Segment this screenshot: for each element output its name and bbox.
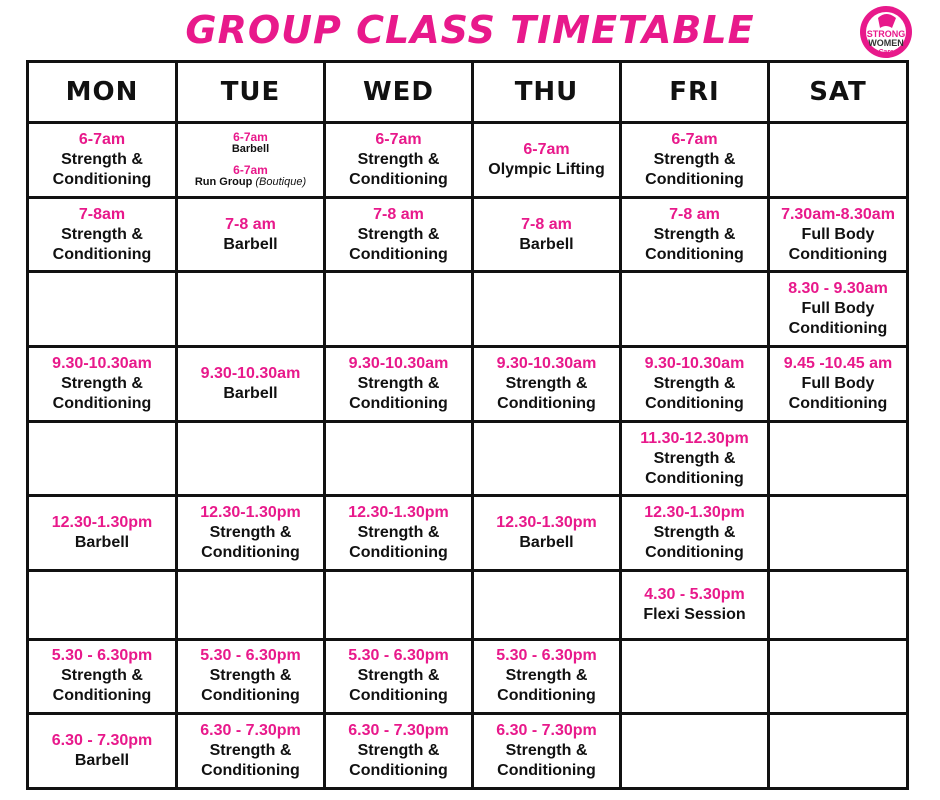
class-slot-thu[interactable]: [473, 197, 621, 272]
class-time: 9.30-10.30am: [348, 354, 449, 372]
class-name: Strength & Conditioning: [645, 374, 744, 412]
class-slot-fri: [621, 272, 769, 347]
timetable-row: [28, 421, 908, 496]
class-slot-fri[interactable]: [621, 496, 769, 571]
class-time: 9.30-10.30am: [200, 364, 301, 382]
class-time: 7.30am-8.30am: [781, 205, 895, 223]
class-slot-mon[interactable]: [28, 639, 177, 714]
class-name: Strength & Conditioning: [349, 667, 448, 705]
class-slot-tue[interactable]: [177, 197, 325, 272]
timetable-row: [28, 714, 908, 789]
day-header-wed: WED: [325, 62, 473, 123]
day-header-tue: TUE: [177, 62, 325, 123]
logo-text: [858, 30, 914, 57]
class-time: 6-7am: [523, 140, 570, 158]
class-slot-fri[interactable]: [621, 571, 769, 640]
class-slot-mon[interactable]: [28, 347, 177, 422]
class-time: 7-8 am: [521, 215, 572, 233]
class-name-text: Run Group: [194, 175, 253, 188]
class-slot-fri: [621, 714, 769, 789]
class-time: 6-7am: [78, 130, 126, 148]
class-slot-tue[interactable]: [177, 639, 325, 714]
class-slot-sat[interactable]: [769, 197, 908, 272]
class-name: Barbell: [74, 752, 130, 770]
class-name: Strength & Conditioning: [349, 374, 448, 412]
class-slot-sat: [769, 123, 908, 198]
class-name: Barbell: [223, 384, 278, 402]
class-slot-fri: [621, 639, 769, 714]
class-slot-mon[interactable]: [28, 496, 177, 571]
class-time: 9.30-10.30am: [496, 354, 597, 372]
class-time: 4.30 - 5.30pm: [644, 585, 745, 603]
day-header-thu: THU: [473, 62, 621, 123]
class-slot-fri[interactable]: [621, 421, 769, 496]
timetable: [26, 60, 909, 790]
class-time: 9.30-10.30am: [644, 354, 745, 372]
class-name: Strength & Conditioning: [201, 524, 300, 562]
class-slot-wed[interactable]: [325, 496, 473, 571]
class-slot-fri[interactable]: [621, 347, 769, 422]
class-slot-fri[interactable]: [621, 197, 769, 272]
class-time: 8.30 - 9.30am: [788, 280, 888, 298]
class-time: 6-7am: [671, 130, 718, 148]
class-slot-mon[interactable]: [28, 714, 177, 789]
day-header-fri: FRI: [621, 62, 769, 123]
class-slot-mon: [28, 571, 177, 640]
class-name: Strength & Conditioning: [52, 374, 152, 412]
class-name: Full Body Conditioning: [788, 374, 888, 412]
class-time: 12.30-1.30pm: [496, 514, 597, 532]
class-slot-tue: [177, 421, 325, 496]
class-time: 9.45 -10.45 am: [783, 354, 893, 372]
class-slot-wed: [325, 421, 473, 496]
class-time: 6.30 - 7.30pm: [200, 722, 301, 740]
header-row: [28, 62, 908, 123]
class-name: Strength & Conditioning: [349, 225, 448, 263]
class-slot-thu[interactable]: [473, 123, 621, 198]
class-slot-tue: [177, 272, 325, 347]
class-slot-wed: [325, 571, 473, 640]
class-slot-tue[interactable]: [177, 347, 325, 422]
class-slot-wed[interactable]: [325, 714, 473, 789]
page-title: GROUP CLASS TIMETABLE: [185, 8, 755, 52]
class-slot-thu[interactable]: [473, 347, 621, 422]
class-slot-thu[interactable]: [473, 639, 621, 714]
class-time: 12.30-1.30pm: [348, 504, 449, 522]
class-name: Strength & Conditioning: [645, 449, 744, 487]
class-name: Strength & Conditioning: [497, 742, 596, 780]
class-time: 7-8am: [78, 205, 126, 223]
class-slot-tue[interactable]: [177, 714, 325, 789]
class-slot-sat[interactable]: [769, 347, 908, 422]
class-slot-thu: [473, 421, 621, 496]
class-time: 12.30-1.30pm: [644, 504, 745, 522]
class-name: Olympic Lifting: [488, 160, 605, 178]
class-name: Strength & Conditioning: [52, 150, 152, 188]
class-slot-tue[interactable]: [177, 123, 325, 198]
class-slot-tue: [177, 571, 325, 640]
timetable-row: [28, 123, 908, 198]
logo-line2: WOMEN: [868, 38, 904, 48]
class-time: 6-7am: [375, 130, 422, 148]
logo-line1: STRONG: [866, 29, 906, 39]
class-time: 5.30 - 6.30pm: [496, 647, 597, 665]
class-name: Strength & Conditioning: [645, 150, 744, 188]
class-name: Strength & Conditioning: [349, 524, 448, 562]
timetable-body: [28, 123, 908, 789]
class-name: Strength & Conditioning: [349, 150, 448, 188]
class-name: Barbell: [223, 235, 278, 253]
class-time: 6-7am: [233, 162, 268, 177]
class-name: Strength & Conditioning: [497, 374, 596, 412]
class-slot-sat: [769, 714, 908, 789]
class-time: 9.30-10.30am: [52, 354, 152, 372]
class-slot-mon: [28, 421, 177, 496]
class-slot-sat: [769, 571, 908, 640]
class-name: Flexi Session: [643, 605, 746, 623]
class-time: 12.30-1.30pm: [51, 514, 153, 532]
class-name: [178, 176, 323, 189]
class-name: Barbell: [519, 534, 574, 552]
class-slot-wed[interactable]: [325, 197, 473, 272]
class-name: Strength & Conditioning: [645, 524, 744, 562]
class-time: 5.30 - 6.30pm: [348, 647, 449, 665]
class-slot-mon: [28, 272, 177, 347]
timetable-row: [28, 496, 908, 571]
class-time: 6.30 - 7.30pm: [51, 732, 153, 750]
class-slot-wed[interactable]: [325, 639, 473, 714]
class-name: Strength & Conditioning: [52, 225, 152, 263]
class-name: Strength & Conditioning: [52, 667, 152, 705]
class-name: Strength & Conditioning: [645, 225, 744, 263]
class-name: Strength & Conditioning: [497, 667, 596, 705]
class-time: 5.30 - 6.30pm: [200, 647, 301, 665]
class-slot-sat: [769, 421, 908, 496]
class-time: 7-8 am: [669, 205, 720, 223]
class-name: Barbell: [74, 534, 130, 552]
class-name: Strength & Conditioning: [349, 742, 448, 780]
class-name: Barbell: [231, 142, 270, 155]
class-time: 11.30-12.30pm: [640, 429, 749, 447]
class-slot-thu[interactable]: [473, 496, 621, 571]
brand-logo: [858, 4, 914, 60]
timetable-row: [28, 571, 908, 640]
class-name: Strength & Conditioning: [201, 667, 300, 705]
class-time: 6.30 - 7.30pm: [496, 722, 597, 740]
class-slot-sat[interactable]: [769, 272, 908, 347]
class-slot-sat: [769, 639, 908, 714]
class-time: 7-8 am: [225, 215, 276, 233]
class-slot-thu: [473, 571, 621, 640]
class-slot-wed[interactable]: [325, 123, 473, 198]
class-name: Barbell: [519, 235, 574, 253]
class-time: 12.30-1.30pm: [200, 504, 301, 522]
class-slot-wed[interactable]: [325, 347, 473, 422]
day-header-sat: SAT: [769, 62, 908, 123]
class-name: Strength & Conditioning: [201, 742, 300, 780]
class-slot-thu[interactable]: [473, 714, 621, 789]
class-name: Full Body Conditioning: [788, 300, 888, 338]
class-time: 6-7am: [233, 129, 268, 144]
class-slot-fri[interactable]: [621, 123, 769, 198]
timetable-row: [28, 197, 908, 272]
class-time: 6.30 - 7.30pm: [348, 722, 449, 740]
class-time: 7-8 am: [373, 205, 424, 223]
class-slot-sat: [769, 496, 908, 571]
day-header-mon: MON: [28, 62, 177, 123]
class-name: Full Body Conditioning: [788, 225, 888, 263]
timetable-row: [28, 272, 908, 347]
class-slot-mon[interactable]: [28, 123, 177, 198]
class-slot-tue[interactable]: [177, 496, 325, 571]
class-slot-wed: [325, 272, 473, 347]
timetable-row: [28, 347, 908, 422]
class-slot-mon[interactable]: [28, 197, 177, 272]
class-time: 5.30 - 6.30pm: [51, 647, 153, 665]
timetable-row: [28, 639, 908, 714]
class-location-note: (Boutique): [255, 175, 307, 188]
logo-line3: Care: [878, 49, 894, 56]
class-slot-thu: [473, 272, 621, 347]
